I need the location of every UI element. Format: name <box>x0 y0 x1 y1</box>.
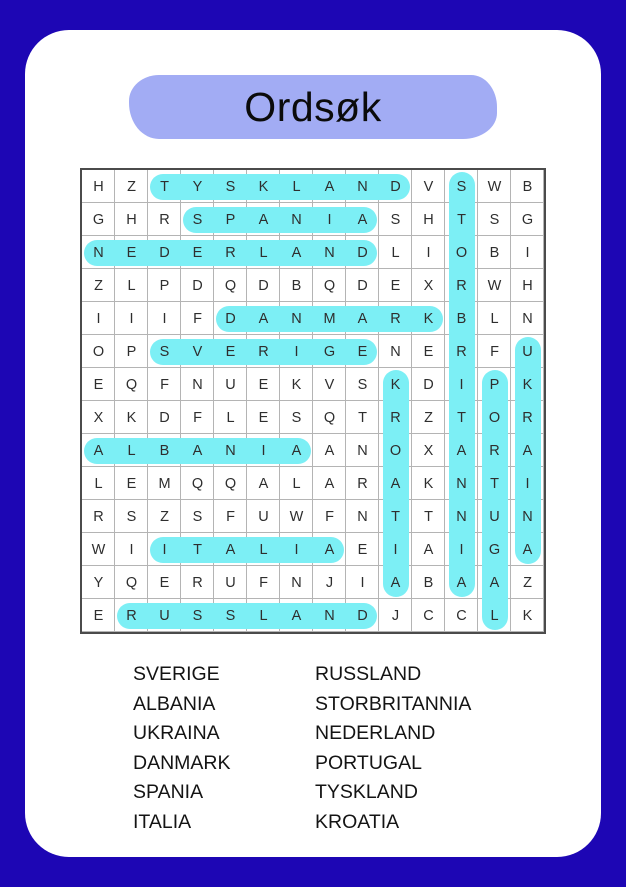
grid-cell: T <box>160 178 169 195</box>
grid-cell: R <box>357 475 368 492</box>
grid-cell: A <box>258 211 269 228</box>
grid-cell: B <box>291 277 302 294</box>
grid-cell: N <box>324 244 335 261</box>
grid-cell: L <box>292 475 301 492</box>
grid-cell: I <box>96 310 101 327</box>
grid-cell: S <box>192 607 203 624</box>
grid-cell: Z <box>94 277 103 294</box>
grid-cell: B <box>489 244 500 261</box>
grid-cell: H <box>126 211 137 228</box>
grid-cell: D <box>390 178 401 195</box>
grid-cell: O <box>488 409 501 426</box>
grid-cell: A <box>423 541 434 558</box>
grid-cell: O <box>389 442 402 459</box>
word-list-item: ALBANIA <box>133 692 216 715</box>
grid-cell: A <box>456 442 467 459</box>
grid-cell: V <box>324 376 335 393</box>
grid-cell: H <box>522 277 533 294</box>
grid-cell: J <box>391 607 400 624</box>
grid-cell: I <box>360 574 365 591</box>
grid-cell: G <box>488 541 501 558</box>
grid-cell: K <box>522 376 533 393</box>
grid-cell: S <box>126 508 137 525</box>
grid-cell: U <box>522 343 533 360</box>
grid-cell: N <box>192 376 203 393</box>
grid-cell: N <box>390 343 401 360</box>
grid-cell: L <box>259 607 268 624</box>
grid-cell: T <box>490 475 499 492</box>
grid-cell: E <box>390 277 401 294</box>
grid-cell: A <box>357 211 368 228</box>
word-list-item: ITALIA <box>133 810 192 833</box>
word-list <box>133 660 601 837</box>
grid-cell: L <box>127 442 136 459</box>
grid-cell: E <box>159 574 170 591</box>
grid-cell: B <box>522 178 533 195</box>
grid-cell: A <box>324 178 335 195</box>
grid-cell: E <box>126 475 137 492</box>
grid-cell: U <box>225 574 236 591</box>
grid-cell: F <box>193 310 202 327</box>
grid-cell: E <box>258 409 269 426</box>
grid-cell: I <box>129 310 134 327</box>
grid-cell: A <box>225 541 236 558</box>
grid-cell: N <box>291 310 302 327</box>
grid-cell: K <box>258 178 269 195</box>
worksheet-card <box>25 30 601 857</box>
grid-cell: R <box>159 211 170 228</box>
grid-cell: S <box>192 508 203 525</box>
word-list-item: PORTUGAL <box>315 751 422 774</box>
grid-cell: B <box>159 442 170 459</box>
grid-cell: R <box>456 343 467 360</box>
grid-cell: N <box>357 178 368 195</box>
word-list-item: UKRAINA <box>133 722 220 744</box>
letter-layer <box>82 170 544 632</box>
grid-cell: A <box>324 442 335 459</box>
grid-cell: R <box>192 574 203 591</box>
grid-cell: D <box>357 277 368 294</box>
grid-cell: E <box>357 541 368 558</box>
grid-cell: R <box>126 607 137 624</box>
grid-cell: T <box>424 508 433 525</box>
grid-cell: A <box>324 541 335 558</box>
grid-cell: E <box>126 244 137 261</box>
grid-cell: F <box>325 508 334 525</box>
grid-cell: L <box>259 244 268 261</box>
grid-cell: D <box>159 409 170 426</box>
wordsearch-grid <box>80 168 546 634</box>
grid-cell: N <box>522 310 533 327</box>
grid-cell: U <box>225 376 236 393</box>
grid-cell: N <box>225 442 236 459</box>
grid-cell: T <box>391 508 400 525</box>
grid-cell: R <box>225 244 236 261</box>
grid-cell: I <box>129 541 134 558</box>
grid-cell: W <box>487 178 502 195</box>
grid-cell: S <box>192 211 203 228</box>
grid-cell: A <box>357 310 368 327</box>
grid-cell: A <box>192 442 203 459</box>
grid-cell: L <box>127 277 136 294</box>
grid-cell: A <box>390 475 401 492</box>
grid-cell: E <box>225 343 236 360</box>
grid-cell: S <box>159 343 170 360</box>
grid-cell: R <box>489 442 500 459</box>
grid-cell: A <box>522 442 533 459</box>
grid-cell: X <box>423 277 434 294</box>
grid-cell: H <box>423 211 434 228</box>
grid-cell: I <box>426 244 431 261</box>
grid-cell: L <box>259 541 268 558</box>
grid-cell: X <box>423 442 434 459</box>
grid-cell: S <box>390 211 401 228</box>
grid-cell: V <box>423 178 434 195</box>
grid-cell: L <box>490 310 499 327</box>
grid-cell: Q <box>224 277 237 294</box>
grid-cell: E <box>423 343 434 360</box>
grid-cell: S <box>357 376 368 393</box>
grid-cell: L <box>391 244 400 261</box>
grid-cell: Q <box>125 574 138 591</box>
grid-cell: M <box>158 475 171 492</box>
grid-cell: Q <box>323 409 336 426</box>
grid-cell: Q <box>191 475 204 492</box>
grid-cell: T <box>457 409 466 426</box>
grid-cell: R <box>522 409 533 426</box>
grid-cell: O <box>455 244 468 261</box>
grid-cell: I <box>459 541 464 558</box>
grid-cell: K <box>423 310 434 327</box>
word-list-item: NEDERLAND <box>315 722 436 744</box>
title-highlight-blob <box>129 75 497 139</box>
grid-cell: S <box>489 211 500 228</box>
grid-cell: P <box>489 376 500 393</box>
grid-cell: Q <box>224 475 237 492</box>
page-title: Ordsøk <box>244 83 382 130</box>
grid-cell: T <box>457 211 466 228</box>
grid-cell: F <box>160 376 169 393</box>
grid-cell: E <box>357 343 368 360</box>
word-list-item: RUSSLAND <box>315 663 422 685</box>
grid-cell: S <box>225 607 236 624</box>
grid-cell: R <box>93 508 104 525</box>
grid-cell: R <box>390 409 401 426</box>
grid-cell: K <box>390 376 401 393</box>
grid-cell: E <box>93 607 104 624</box>
word-list-item: KROATIA <box>315 810 400 833</box>
grid-cell: H <box>93 178 104 195</box>
grid-cell: S <box>291 409 302 426</box>
word-list-item: STORBRITANNIA <box>315 692 472 715</box>
grid-cell: I <box>393 541 398 558</box>
grid-cell: K <box>291 376 302 393</box>
grid-cell: N <box>357 442 368 459</box>
grid-cell: D <box>357 607 368 624</box>
grid-cell: A <box>489 574 500 591</box>
grid-cell: F <box>226 508 235 525</box>
grid-cell: N <box>291 211 302 228</box>
word-list-column-1 <box>133 660 315 837</box>
word-list-item: TYSKLAND <box>315 781 418 803</box>
grid-cell: O <box>92 343 105 360</box>
grid-cell: S <box>456 178 467 195</box>
grid-cell: V <box>192 343 203 360</box>
grid-cell: L <box>292 178 301 195</box>
grid-cell: W <box>289 508 304 525</box>
grid-cell: L <box>94 475 103 492</box>
word-list-item: SVERIGE <box>133 663 220 685</box>
grid-cell: A <box>291 244 302 261</box>
grid-cell: I <box>261 442 266 459</box>
grid-cell: Z <box>424 409 433 426</box>
grid-cell: D <box>225 310 236 327</box>
grid-cell: A <box>456 574 467 591</box>
grid-cell: I <box>162 541 167 558</box>
grid-cell: C <box>423 607 434 624</box>
grid-cell: G <box>92 211 105 228</box>
grid-cell: I <box>525 244 530 261</box>
grid-cell: R <box>456 277 467 294</box>
grid-cell: F <box>193 409 202 426</box>
grid-cell: I <box>459 376 464 393</box>
grid-cell: C <box>456 607 467 624</box>
grid-cell: P <box>126 343 137 360</box>
grid-cell: A <box>390 574 401 591</box>
grid-cell: N <box>357 508 368 525</box>
grid-cell: Y <box>93 574 104 591</box>
grid-cell: M <box>323 310 336 327</box>
grid-cell: D <box>192 277 203 294</box>
grid-cell: I <box>294 343 299 360</box>
grid-cell: Z <box>160 508 169 525</box>
grid-cell: S <box>225 178 236 195</box>
grid-cell: R <box>258 343 269 360</box>
grid-cell: N <box>93 244 104 261</box>
grid-cell: Y <box>192 178 203 195</box>
grid-cell: Q <box>125 376 138 393</box>
grid-cell: E <box>258 376 269 393</box>
grid-cell: I <box>525 475 530 492</box>
grid-cell: I <box>162 310 167 327</box>
grid-cell: I <box>327 211 332 228</box>
grid-cell: W <box>91 541 106 558</box>
grid-cell: N <box>456 508 467 525</box>
grid-cell: U <box>159 607 170 624</box>
word-list-item: DANMARK <box>133 751 231 774</box>
grid-cell: X <box>93 409 104 426</box>
grid-cell: F <box>490 343 499 360</box>
grid-cell: W <box>487 277 502 294</box>
grid-cell: A <box>522 541 533 558</box>
grid-cell: K <box>522 607 533 624</box>
grid-cell: A <box>93 442 104 459</box>
grid-cell: N <box>291 574 302 591</box>
grid-cell: Z <box>523 574 532 591</box>
grid-cell: B <box>456 310 467 327</box>
grid-cell: D <box>258 277 269 294</box>
grid-cell: P <box>225 211 236 228</box>
grid-wrapper <box>25 168 601 634</box>
grid-cell: E <box>93 376 104 393</box>
grid-cell: A <box>291 607 302 624</box>
grid-cell: A <box>291 442 302 459</box>
grid-cell: F <box>259 574 268 591</box>
grid-cell: J <box>325 574 334 591</box>
grid-cell: P <box>159 277 170 294</box>
grid-cell: A <box>258 475 269 492</box>
grid-cell: A <box>258 310 269 327</box>
grid-cell: U <box>258 508 269 525</box>
grid-cell: T <box>193 541 202 558</box>
grid-cell: E <box>192 244 203 261</box>
grid-cell: Z <box>127 178 136 195</box>
grid-cell: G <box>323 343 336 360</box>
grid-cell: U <box>489 508 500 525</box>
grid-cell: D <box>423 376 434 393</box>
word-list-item: SPANIA <box>133 781 204 803</box>
grid-cell: R <box>390 310 401 327</box>
grid-cell: I <box>294 541 299 558</box>
grid-cell: D <box>357 244 368 261</box>
grid-cell: N <box>324 607 335 624</box>
grid-cell: K <box>423 475 434 492</box>
grid-cell: D <box>159 244 170 261</box>
grid-cell: G <box>521 211 534 228</box>
grid-cell: B <box>423 574 434 591</box>
grid-cell: L <box>226 409 235 426</box>
grid-cell: T <box>358 409 367 426</box>
grid-cell: A <box>324 475 335 492</box>
grid-cell: L <box>490 607 499 624</box>
grid-cell: Q <box>323 277 336 294</box>
word-list-column-2 <box>315 660 471 837</box>
grid-cell: N <box>456 475 467 492</box>
grid-cell: N <box>522 508 533 525</box>
grid-cell: K <box>126 409 137 426</box>
